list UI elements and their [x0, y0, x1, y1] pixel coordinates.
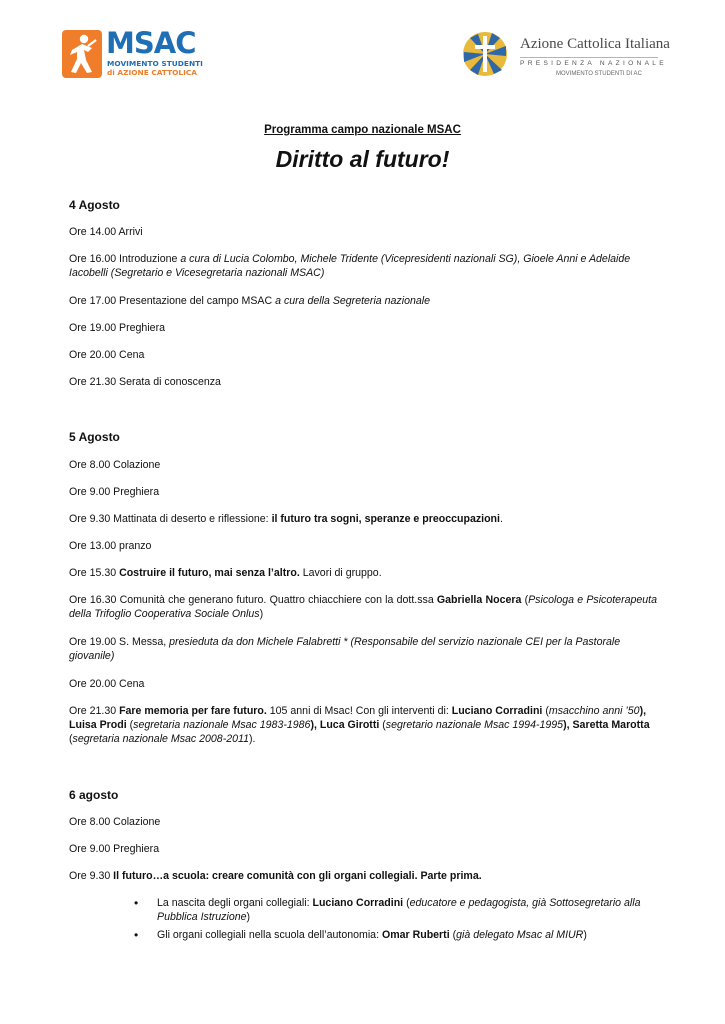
speaker-role: già delegato Msac al MIUR — [456, 929, 584, 941]
ac-seal-icon — [462, 30, 508, 78]
msac-logo-title: MSAC — [106, 26, 196, 60]
schedule-item — [69, 593, 657, 621]
schedule-item — [69, 869, 482, 883]
schedule-item: Ore 9.00 Preghiera — [69, 843, 160, 855]
schedule-time-text: Ore 9.30 Mattinata di deserto e riflessione: — [69, 513, 272, 525]
schedule-highlight: il futuro tra sogni, speranze e preoccupazioni — [271, 513, 500, 525]
msac-logo-subtitle-2 — [107, 68, 197, 77]
schedule-item: Ore 13.00 pranzo — [69, 540, 152, 552]
schedule-highlight: Il futuro…a scuola: creare comunità con gli organi collegiali. Parte prima. — [113, 870, 482, 882]
schedule-item — [69, 566, 382, 580]
ac-logo-subtitle-2: MOVIMENTO STUDENTI DI AC — [556, 71, 642, 77]
paren: ( — [69, 733, 73, 745]
ac-logo — [462, 30, 670, 82]
paren: ) — [259, 608, 264, 620]
schedule-time-text: Ore 16.00 Introduzione — [69, 253, 181, 265]
schedule-detail: a cura di Lucia Colombo, Michele Tridente (Vicepresidenti nazionali SG), Gioele Anni e Adelaide Iacobelli (Segretario e Vicesegretaria nazionali MSAC) — [69, 253, 631, 279]
speaker-role: educatore e pedagogista, già Sottosegretario alla Pubblica Istruzione — [157, 897, 641, 923]
paren: ), — [310, 719, 320, 731]
speaker-role: Psicologa e Psicoterapeuta della Trifoglio Cooperativa Sociale Onlus — [69, 594, 657, 620]
speaker-name: Luisa Prodi — [69, 719, 127, 731]
speaker-name: Luciano Corradini — [451, 705, 543, 717]
schedule-item: Ore 20.00 Cena — [69, 678, 145, 690]
paren: ( — [521, 594, 529, 606]
speaker-role: segretaria nazionale Msac 2008-2011 — [72, 733, 250, 745]
schedule-time-text: Ore 9.30 — [69, 870, 114, 882]
bullet-topic: La nascita degli organi collegiali: — [157, 897, 313, 909]
ac-logo-subtitle: PRESIDENZA NAZIONALE — [520, 60, 667, 67]
schedule-highlight: Fare memoria per fare futuro. — [119, 705, 267, 717]
paren: ( — [542, 705, 549, 717]
speaker-name: Gabriella Nocera — [436, 594, 522, 606]
schedule-punct: . — [499, 513, 503, 525]
main-title: Diritto al futuro! — [275, 146, 450, 172]
schedule-time-text: Ore 17.00 Presentazione del campo MSAC — [69, 295, 276, 307]
paren: ( — [126, 719, 134, 731]
schedule-item — [69, 635, 657, 663]
bullet-icon: • — [134, 928, 139, 942]
bullet-icon: • — [134, 896, 139, 910]
paren: ) — [246, 911, 251, 923]
program-title: Programma campo nazionale MSAC — [264, 124, 461, 136]
schedule-detail: a cura della Segreteria nazionale — [275, 295, 430, 307]
speaker-name: Luciano Corradini — [312, 897, 404, 909]
schedule-item: Ore 8.00 Colazione — [69, 459, 161, 471]
speaker-name: Saretta Marotta — [572, 719, 650, 731]
msac-logo-azione: AZIONE CATTOLICA — [117, 68, 198, 77]
msac-figure-icon — [62, 30, 102, 78]
schedule-item: Ore 9.00 Preghiera — [69, 486, 160, 498]
ac-logo-divider — [520, 57, 658, 58]
day-heading: 5 Agosto — [69, 430, 120, 444]
schedule-item — [69, 252, 657, 280]
schedule-item — [69, 704, 657, 746]
bullet-topic: Gli organi collegiali nella scuola dell’autonomia: — [157, 929, 382, 941]
speaker-role: segretaria nazionale Msac 1983-1986 — [133, 719, 311, 731]
paren: ( — [379, 719, 386, 731]
schedule-item: Ore 20.00 Cena — [69, 349, 145, 361]
schedule-item — [69, 294, 430, 308]
schedule-detail: presieduta da don Michele Falabretti * (Responsabile del servizio nazionale CEI per la Pastorale giovanile) — [69, 636, 621, 662]
msac-logo — [62, 28, 208, 80]
msac-logo-di: di — [107, 68, 118, 77]
paren: ( — [449, 929, 457, 941]
paren: ). — [249, 733, 256, 745]
speaker-name: Omar Ruberti — [381, 929, 450, 941]
bullet-item — [157, 928, 647, 942]
schedule-highlight: Costruire il futuro, mai senza l’altro. — [119, 567, 300, 579]
paren: ), — [639, 705, 647, 717]
schedule-time-text: Ore 16.30 Comunità che generano futuro. Quattro chiacchiere con la dott.ssa — [69, 594, 437, 606]
schedule-time-text: Ore 21.30 — [69, 705, 120, 717]
ac-logo-title: Azione Cattolica Italiana — [520, 36, 670, 52]
speaker-name: Luca Girotti — [319, 719, 380, 731]
schedule-detail: Lavori di gruppo. — [299, 567, 382, 579]
schedule-item: Ore 8.00 Colazione — [69, 816, 161, 828]
schedule-item: Ore 14.00 Arrivi — [69, 226, 143, 238]
day-heading: 4 Agosto — [69, 198, 120, 212]
bullet-item — [157, 896, 647, 924]
schedule-time-text: Ore 19.00 S. Messa, — [69, 636, 170, 648]
day-heading: 6 agosto — [69, 788, 119, 802]
msac-logo-subtitle: MOVIMENTO STUDENTI — [107, 59, 203, 68]
schedule-time-text: Ore 15.30 — [69, 567, 120, 579]
schedule-detail: 105 anni di Msac! Con gli interventi di: — [266, 705, 452, 717]
schedule-item — [69, 512, 503, 526]
paren: ( — [403, 897, 410, 909]
paren: ) — [583, 929, 587, 941]
speaker-role: msacchino anni ’50 — [548, 705, 640, 717]
schedule-item: Ore 21.30 Serata di conoscenza — [69, 376, 221, 388]
schedule-item: Ore 19.00 Preghiera — [69, 322, 165, 334]
paren: ), — [563, 719, 573, 731]
speaker-role: segretario nazionale Msac 1994-1995 — [385, 719, 564, 731]
